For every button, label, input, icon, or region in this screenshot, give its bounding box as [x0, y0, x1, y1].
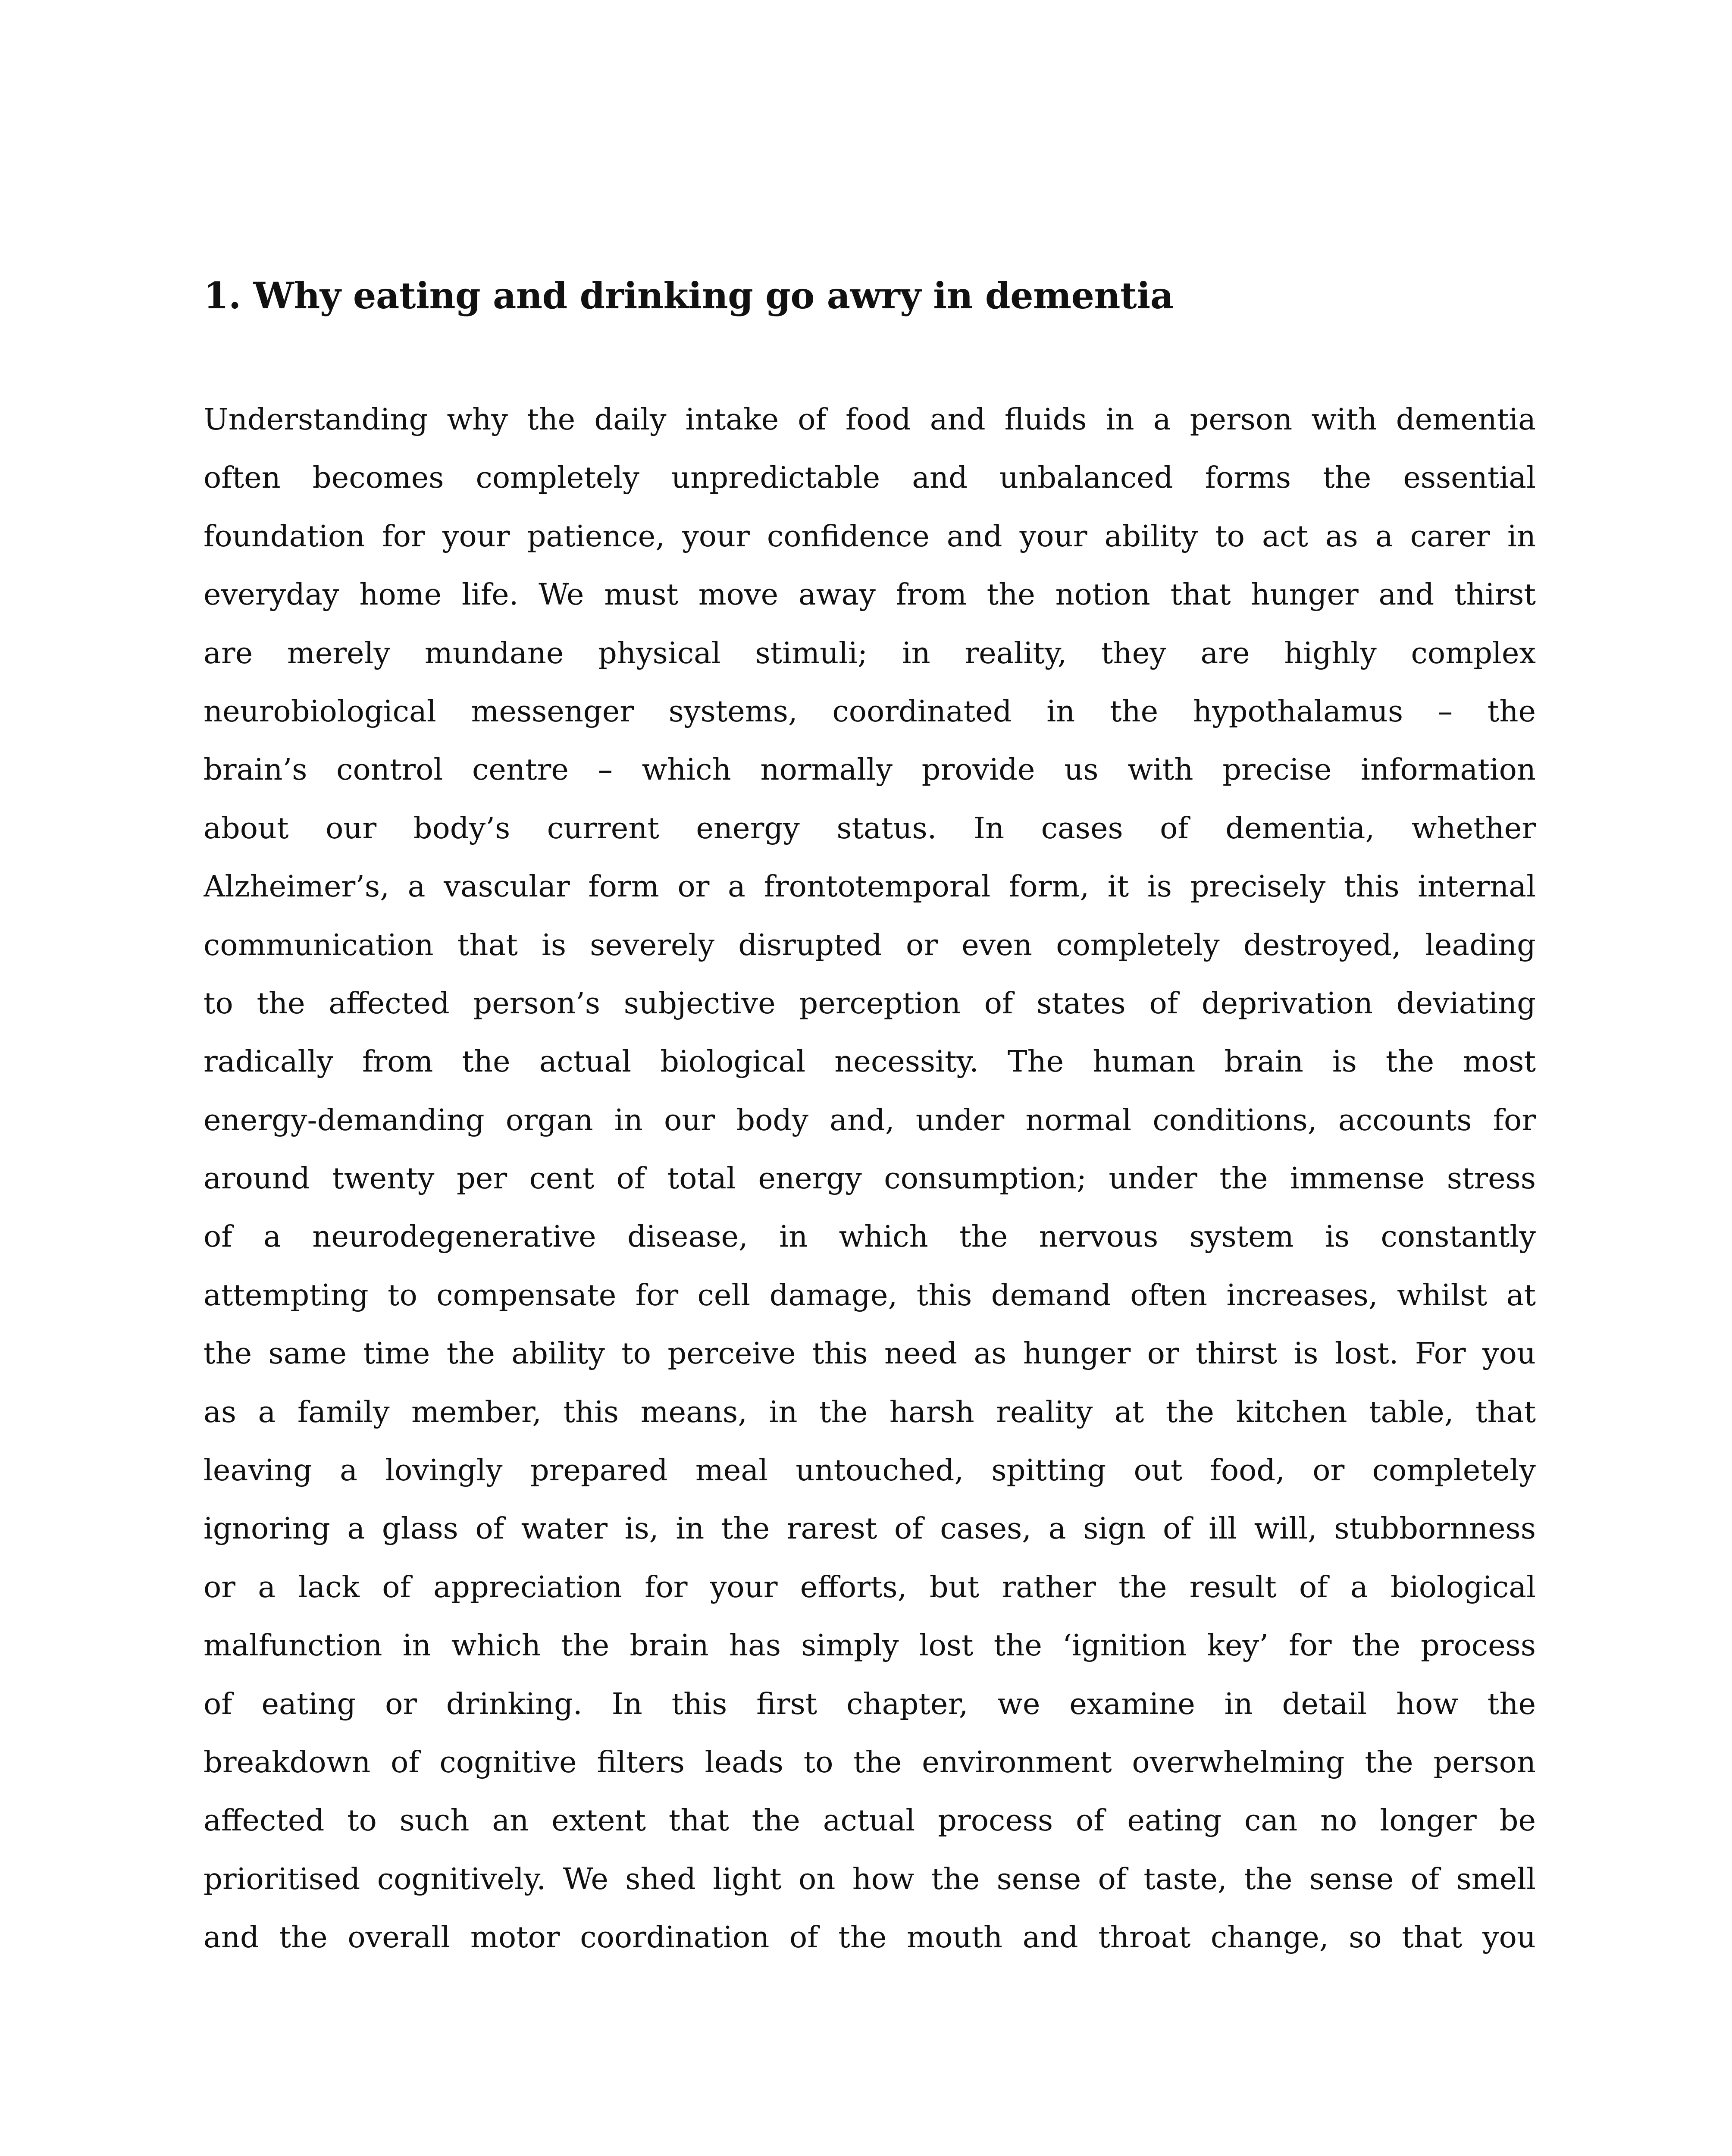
paragraph-line: or a lack of appreciation for your efforts, but rather the result of a biological: [204, 1570, 1536, 1604]
paragraph-line: the same time the ability to perceive this need as hunger or thirst is lost. For you: [204, 1336, 1536, 1371]
paragraph-line: ignoring a glass of water is, in the rarest of cases, a sign of ill will, stubbornness: [204, 1511, 1536, 1546]
paragraph-line: attempting to compensate for cell damage, this demand often increases, whilst at: [204, 1278, 1536, 1313]
paragraph-line: affected to such an extent that the actual process of eating can no longer be: [204, 1803, 1536, 1838]
body-paragraph: [204, 391, 1536, 1967]
paragraph-line: brain’s control centre – which normally provide us with precise information: [204, 752, 1536, 787]
paragraph-line: around twenty per cent of total energy consumption; under the immense stress: [204, 1161, 1536, 1196]
paragraph-line: Understanding why the daily intake of food and fluids in a person with dementia: [204, 402, 1536, 437]
paragraph-line: often becomes completely unpredictable and unbalanced forms the essential: [204, 461, 1536, 495]
paragraph-line: communication that is severely disrupted or even completely destroyed, leading: [204, 928, 1536, 962]
paragraph-line: foundation for your patience, your confidence and your ability to act as a carer in: [204, 519, 1536, 554]
paragraph-line: malfunction in which the brain has simply lost the ‘ignition key’ for the process: [204, 1628, 1536, 1663]
paragraph-line: Alzheimer’s, a vascular form or a frontotemporal form, it is precisely this internal: [204, 869, 1536, 904]
paragraph-line: are merely mundane physical stimuli; in reality, they are highly complex: [204, 636, 1536, 671]
paragraph-line: everyday home life. We must move away from the notion that hunger and thirst: [204, 577, 1536, 612]
paragraph-line: and the overall motor coordination of the mouth and throat change, so that you: [204, 1920, 1536, 1955]
paragraph-line: about our body’s current energy status. In cases of dementia, whether: [204, 811, 1536, 846]
paragraph-line: prioritised cognitively. We shed light on how the sense of taste, the sense of smell: [204, 1861, 1536, 1896]
paragraph-line: to the affected person’s subjective perception of states of deprivation deviating: [204, 986, 1536, 1021]
paragraph-line: breakdown of cognitive filters leads to the environment overwhelming the person: [204, 1745, 1536, 1780]
paragraph-line: radically from the actual biological necessity. The human brain is the most: [204, 1044, 1536, 1079]
chapter-title: 1. Why eating and drinking go awry in dementia: [204, 274, 1174, 317]
paragraph-line: leaving a lovingly prepared meal untouched, spitting out food, or completely: [204, 1453, 1536, 1488]
paragraph-line: energy-demanding organ in our body and, under normal conditions, accounts for: [204, 1103, 1536, 1138]
paragraph-line: of eating or drinking. In this first chapter, we examine in detail how the: [204, 1686, 1536, 1721]
paragraph-line: neurobiological messenger systems, coordinated in the hypothalamus – the: [204, 694, 1536, 729]
paragraph-line: as a family member, this means, in the harsh reality at the kitchen table, that: [204, 1395, 1536, 1429]
paragraph-line: of a neurodegenerative disease, in which the nervous system is constantly: [204, 1219, 1536, 1254]
page-content: [204, 274, 1536, 1967]
